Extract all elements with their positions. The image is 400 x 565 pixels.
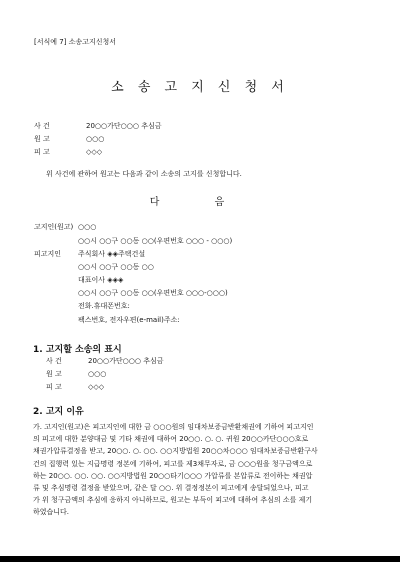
notified-rep-address: ○○시 ○○구 ○○동 ○○(우편번호 ○○○-○○○) xyxy=(78,289,228,297)
case-row xyxy=(34,121,161,131)
s1-case-row xyxy=(46,356,163,366)
s1-plaintiff-row xyxy=(46,369,106,379)
plaintiff-row xyxy=(34,134,104,144)
body-line: 의 피고에 대한 분양대금 및 기타 채권에 대하여 20○○. ○. ○. 귀원 20○○카단○○○호로 xyxy=(33,435,309,444)
form-number: [서식예 7] 소송고지신청서 xyxy=(34,38,116,46)
s1-defendant-row xyxy=(46,382,104,392)
notified-company: 주식회사 ◈◈주택건설 xyxy=(78,250,146,258)
notifier-row xyxy=(34,222,96,232)
bottom-border xyxy=(0,556,400,562)
notified-row xyxy=(34,249,145,259)
body-line: 가 위 청구금액의 추심에 응하지 아니하므로, 원고는 부득이 피고에 대하여 추심의 소를 제기 xyxy=(33,496,313,505)
body-line: 하는 20○○. ○○. ○○. ○○지방법원 20○○타기○○○ 가압류를 본압류로 전이하는 채권압 xyxy=(33,471,313,480)
body-line: 류 및 추심명령 결정을 받았으며, 같은 달 ○○. 위 결정정본이 피고에게 송달되었으나, 피고 xyxy=(33,484,309,493)
body-line: 하였습니다. xyxy=(33,508,70,517)
heading-next: 다 음 xyxy=(149,197,251,208)
section-2-body xyxy=(33,421,367,519)
plaintiff-label: 원 고 xyxy=(34,135,50,143)
s1-plaintiff-label: 원 고 xyxy=(46,370,62,378)
body-line: 채권가압류결정을 받고, 20○○. ○. ○○. ○○지방법원 20○○차○○○ 임대차보증금반환구사 xyxy=(33,447,318,456)
notifier-address: ○○시 ○○구 ○○동 ○○(우편번호 ○○○ - ○○○) xyxy=(78,237,233,245)
defendant-row xyxy=(34,147,102,157)
body-line: 가. 고지인(원고)은 피고지인에 대한 금 ○○○원의 임대차보증금반환채권에 기하여 피고지인 xyxy=(33,423,314,431)
s1-defendant-label: 피 고 xyxy=(46,383,62,391)
notified-label: 피고지인 xyxy=(34,250,62,258)
defendant-label: 피 고 xyxy=(34,148,50,156)
s1-case-label: 사 건 xyxy=(46,357,62,365)
section-2-title: 2. 고지 이유 xyxy=(33,407,84,417)
s1-case-value: 20○○가단○○○ 추심금 xyxy=(88,357,164,365)
notifier-name: ○○○ xyxy=(78,223,97,231)
body-line: 건의 집행력 있는 지급명령 정본에 기하여, 피고를 제3채무자로, 금 ○○○원을 청구금액으로 xyxy=(33,459,313,468)
notified-fax-email: 팩스번호, 전자우편(e-mail)주소: xyxy=(78,316,180,324)
defendant-value: ◇◇◇ xyxy=(86,148,103,156)
notifier-label: 고지인(원고) xyxy=(34,223,74,231)
section-1-title: 1. 고지할 소송의 표시 xyxy=(33,345,122,355)
notified-company-address: ○○시 ○○구 ○○동 ○○ xyxy=(78,263,154,271)
intro-text: 위 사건에 관하여 원고는 다음과 같이 소송의 고지를 신청합니다. xyxy=(46,170,242,178)
case-label: 사 건 xyxy=(34,122,50,130)
notified-phone: 전화.휴대폰번호: xyxy=(78,302,130,310)
notified-representative: 대표이사 ◈◈◈ xyxy=(78,276,124,284)
document-title: 소 송 고 지 신 청 서 xyxy=(111,80,289,95)
s1-defendant-value: ◇◇◇ xyxy=(88,383,105,391)
s1-plaintiff-value: ○○○ xyxy=(88,370,107,378)
plaintiff-value: ○○○ xyxy=(86,135,105,143)
case-value: 20○○가단○○○ 추심금 xyxy=(86,122,162,130)
